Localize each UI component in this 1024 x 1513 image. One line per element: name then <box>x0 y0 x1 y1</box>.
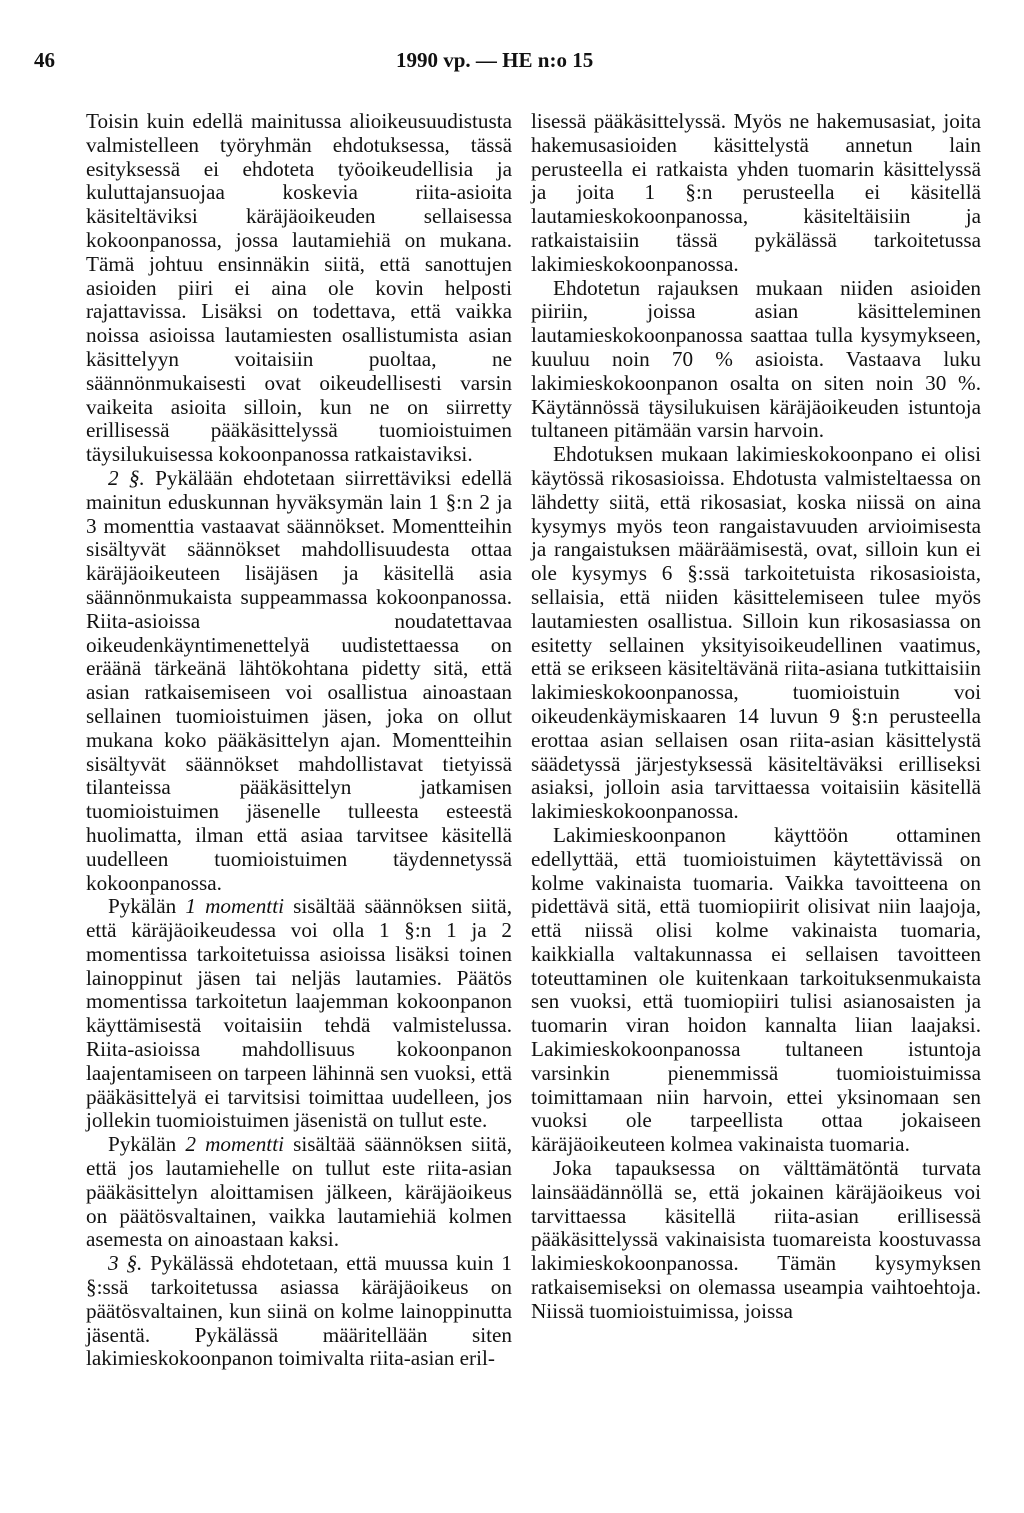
section-label: 3 §. <box>108 1251 143 1276</box>
left-column <box>86 110 512 1371</box>
paragraph: lisessä pääkäsittelyssä. Myös ne hakemusasiat, joita hakemusasioiden käsittelystä annetun lain perusteella ei ratkaista yhden tuomarin käsittelyssä ja joita 1 §:n perusteella ei käsitellä lautamieskokoonpanossa, käsiteltäisiin ja ratkaistaisiin tässä pykälässä tarkoitetussa lakimieskokoonpanossa. <box>531 109 981 276</box>
paragraph-prefix: Pykälän <box>108 894 186 919</box>
paragraph: Toisin kuin edellä mainitussa alioikeusuudistusta valmistelleen työryhmän ehdotuksessa, tässä esityksessä ei ehdoteta työoikeudellisia ja kuluttajansuojaa koskevia riita-asioita käsiteltäviksi käräjäoikeuden sellaisessa kokoonpanossa, jossa lautamiehiä on mukana. Tämä johtuu ensinnäkin siitä, että sanottujen asioiden piiri ei aina ole kovin helposti rajattavissa. Lisäksi on todettava, että vaikka noissa asioissa lautamiesten osallistumista asian käsittelyyn voitaisiin puoltaa, ne säännönmukaisesti ovat oikeudellisesti varsin vaikeita asioita silloin, kun ne on siirretty erillisessä pääkäsittelyssä tuomioistuimen täysilukuisessa kokoonpanossa ratkaistaviksi. <box>86 109 512 467</box>
paragraph-text: sisältää säännöksen siitä, että käräjäoikeudessa voi olla 1 §:n 1 ja 2 momentissa tarkoitetuissa asioissa lisäksi toinen lainoppinut jäsen tai neljäs lautamies. Päätös momentissa tarkoitetun laajemman kokoonpanon käyttämisestä voitaisiin tehdä valmistelussa. Riita-asioissa mahdollisuus kokoonpanon laajentamiseen on tarpeen lähinnä sen vuoksi, että pääkäsittelyä ei tarvitsisi toimittaa uudelleen, jos jollekin tuomioistuimen jäsenistä on tullut este. <box>86 894 512 1133</box>
right-column <box>531 110 981 1324</box>
paragraph-text: sisältää säännöksen siitä, että jos lautamiehelle on tullut este riita-asian pääkäsittelyn aloittamisen jälkeen, käräjäoikeus on päätösvaltainen, vaikka lautamiehiä kolmen asemesta on ainoastaan kaksi. <box>86 1132 512 1252</box>
paragraph-text: Pykälässä ehdotetaan, että muussa kuin 1 §:ssä tarkoitetussa asiassa käräjäoikeus on päätösvaltainen, kun siinä on kolme lainoppinutta jäsentä. Pykälässä määritellään siten lakimieskokoonpanon toimivalta riita-asian eril- <box>86 1251 513 1371</box>
paragraph: Joka tapauksessa on välttämätöntä turvata lainsäädännöllä se, että jokainen käräjäoikeus voi tarvittaessa käsitellä riita-asian erillisessä pääkäsittelyssä vakinaisista tuomareista koostuvassa lakimieskokoonpanossa. Tämän kysymyksen ratkaisemiseksi on olemassa useampia vaihtoehtoja. Niissä tuomioistuimissa, joissa <box>531 1156 981 1323</box>
paragraph <box>86 1252 512 1371</box>
paragraph-prefix: Pykälän <box>108 1132 186 1157</box>
paragraph: Lakimieskoonpanon käyttöön ottaminen edellyttää, että tuomioistuimen käytettävissä on kolme vakinaista tuomaria. Vaikka tavoitteena on pidettävä sitä, että tuomiopiirit olisivat niin laajoja, että niissä olisi kolme vakinaista tuomaria, kaikkialla valtakunnassa ei sellaisen tavoitteen toteuttaminen ole kuitenkaan tarkoituksenmukaista sen vuoksi, että tuomiopiiri tulisi asianosaisten ja tuomarin viran hoidon kannalta liian laajaksi. Lakimieskokoonpanossa tultaneen istuntoja varsinkin pienemmissä tuomioistuimissa toimittamaan niin harvoin, ettei yksinomaan sen vuoksi ole tarpeellista ottaa jokaiseen käräjäoikeuteen kolmea vakinaista tuomaria. <box>531 822 981 1157</box>
paragraph-text: Pykälään ehdotetaan siirrettäviksi edellä mainitun eduskunnan hyväksymän lain 1 §:n 2 ja 3 momenttia vastaavat säännökset. Momentteihin sisältyvät säännökset mahdollisuudesta ottaa käräjäoikeuteen lisäjäsen ja käsitellä asia säännönmukaista suppeammassa kokoonpanossa. Riita-asioissa noudatettavaa oikeudenkäyntimenettelyä uudistettaessa on eräänä tärkeänä lähtökohtana pidetty sitä, että asian ratkaisemiseen voi osallistua ainoastaan sellainen tuomioistuimen jäsen, joka on ollut mukana koko pääkäsittelyn ajan. Momentteihin sisältyvät säännökset mahdollistavat tietyissä tilanteissa pääkäsittelyn jatkamisen tuomioistuimen jäsenelle tulleesta esteestä huolimatta, ilman että asiaa tarvitsee käsitellä uudelleen tuomioistuimen täydennetyssä kokoonpanossa. <box>86 465 512 895</box>
paragraph <box>86 1133 512 1252</box>
page-number: 46 <box>34 48 55 72</box>
section-label: 2 §. <box>108 465 145 490</box>
emphasis: 2 momentti <box>185 1132 284 1157</box>
paragraph: Ehdotetun rajauksen mukaan niiden asioiden piiriin, joissa asian käsitteleminen lautamieskokoonpanossa saattaa tulla kysymykseen, kuuluu noin 70 % asioista. Vastaava luku lakimieskokoonpanon osalta on siten noin 30 %. Käytännössä täysilukuisen käräjäoikeuden istuntoja tultaneen pitämään varsin harvoin. <box>531 275 981 443</box>
paragraph <box>86 895 512 1133</box>
paragraph: Ehdotuksen mukaan lakimieskokoonpano ei olisi käytössä rikosasioissa. Ehdotusta valmisteltaessa on lähdetty siitä, että rikosasiat, koska niissä on aina kysymys myös teon rangaistavuuden arvioimisesta ja rangaistuksen määräämisestä, ovat, silloin kun ei ole kysymys 6 §:ssä tarkoitetuista rikosasioista, sellaisia, että niiden käsittelemiseen tulee myös lautamiesten osallistua. Silloin kun rikosasiassa on esitetty sellainen yksityisoikeudellinen vaatimus, että se erikseen käsiteltävänä riita-asiana tutkittaisiin lakimieskokoonpanossa, tuomioistuin voi oikeudenkäymiskaaren 14 luvun 9 §:n perusteella erottaa asian sellaisen osan riita-asian käsittelystä säädetyssä järjestyksessä käsiteltäväksi erilliseksi asiaksi, jolloin asia tarvittaessa voitaisiin käsitellä lakimieskokoonpanossa. <box>531 442 981 824</box>
paragraph <box>86 467 512 895</box>
emphasis: 1 momentti <box>185 894 284 919</box>
running-head: 1990 vp. — HE n:o 15 <box>396 48 594 72</box>
